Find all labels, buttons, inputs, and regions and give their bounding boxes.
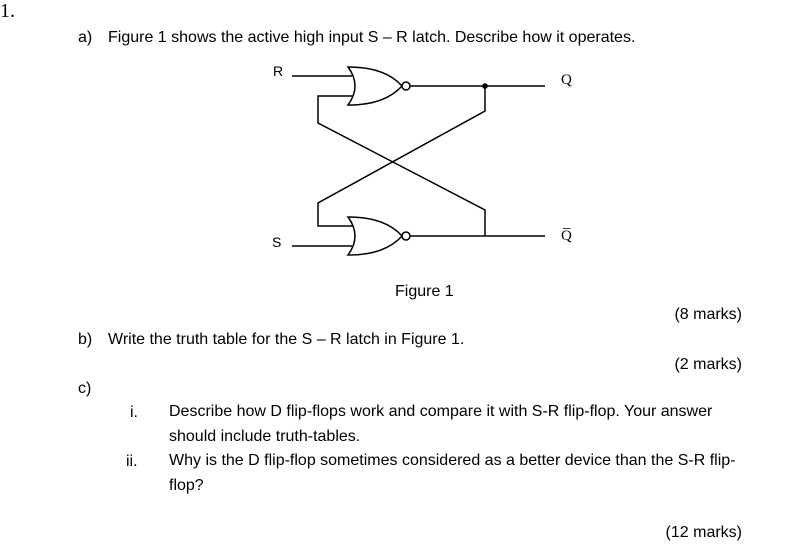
top-nor-bubble (402, 82, 410, 90)
part-c-marks: (12 marks) (665, 524, 742, 541)
bottom-nor-gate (348, 217, 402, 255)
part-c-item-numeral: i. (130, 404, 138, 421)
feedback-q-to-bottom (318, 86, 485, 226)
figure-caption: Figure 1 (395, 283, 454, 300)
input-s-label: S (272, 234, 282, 250)
part-b-label: b) (78, 331, 93, 348)
top-nor-gate (348, 67, 402, 105)
part-b-text: Write the truth table for the S – R latch in Figure 1. (108, 331, 465, 348)
input-r-label: R (273, 63, 284, 79)
part-b-marks: (2 marks) (674, 356, 742, 373)
part-a-text: Figure 1 shows the active high input S – R latch. Describe how it operates. (108, 29, 636, 46)
part-c-label: c) (78, 380, 92, 397)
output-q-bar-label: Q̅ (561, 228, 572, 244)
q-junction-dot (482, 83, 488, 89)
output-q-label: Q (561, 72, 572, 88)
part-c-item-numeral: ii. (126, 453, 138, 470)
feedback-qbar-to-top (318, 96, 485, 236)
part-a-label: a) (78, 29, 93, 46)
question-number: 1. (0, 0, 15, 22)
part-c-item-text: Why is the D flip-flop sometimes considered as a better device than the S-R flip-flop? (169, 452, 736, 494)
part-a-marks: (8 marks) (674, 306, 742, 323)
part-c-item-text: Describe how D flip-flops work and compare it with S-R flip-flop. Your answer should include truth-tables. (169, 403, 713, 445)
bottom-nor-bubble (402, 232, 410, 240)
